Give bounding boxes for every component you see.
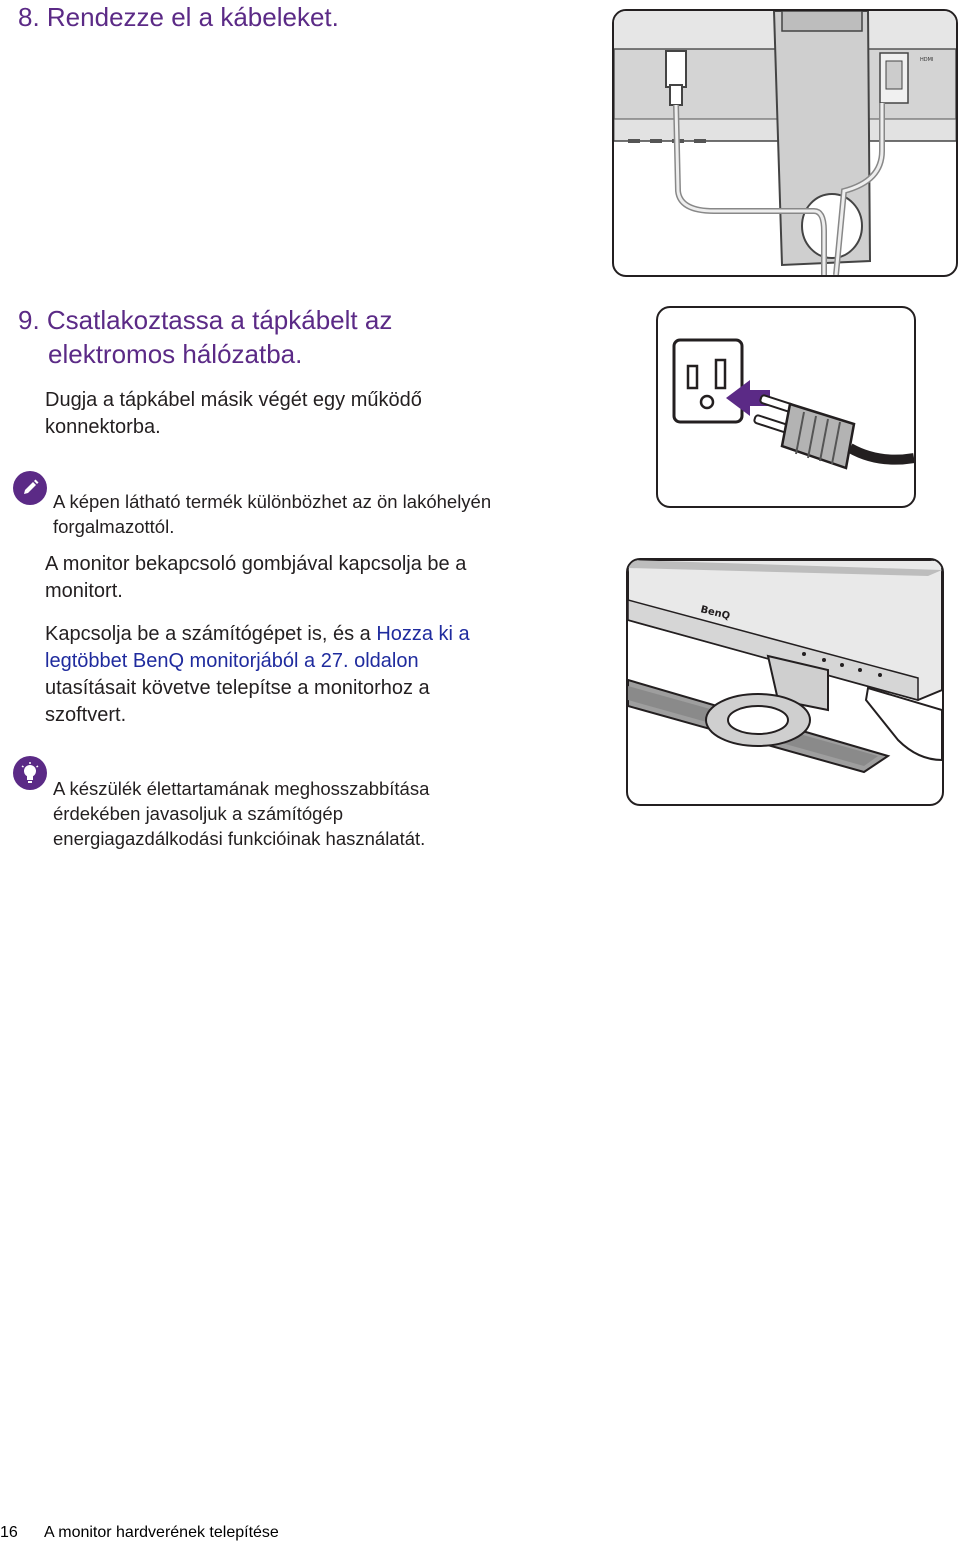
software-line-3: utasításait követve telepítse a monitorhoz a xyxy=(45,677,430,699)
footer-section-title: A monitor hardverének telepítése xyxy=(44,1524,279,1541)
note-text xyxy=(53,489,491,539)
software-line-4: szoftvert. xyxy=(45,704,127,726)
tip-line-3: energiagazdálkodási funkcióinak használatát. xyxy=(53,828,426,849)
pencil-icon xyxy=(20,478,40,498)
tip-line-2: érdekében javasoljuk a számítógép xyxy=(53,803,344,824)
cable-management-figure xyxy=(612,9,958,277)
step-9-heading-line-2: elektromos hálózatba. xyxy=(48,339,303,369)
software-line-1: Kapcsolja be a számítógépet is, és a xyxy=(45,623,377,645)
note-badge xyxy=(13,471,47,505)
power-outlet-figure xyxy=(656,306,916,508)
step-9-heading-line-1: 9. Csatlakoztassa a tápkábelt az xyxy=(18,305,393,335)
note-line-2: forgalmazottól. xyxy=(53,516,175,537)
tip-badge xyxy=(13,756,47,790)
note-line-1: A képen látható termék különbözhet az ön lakóhelyén xyxy=(53,491,492,512)
page-number: 16 xyxy=(0,1524,18,1541)
software-instructions xyxy=(45,621,470,729)
step-8-heading: 8. Rendezze el a kábeleket. xyxy=(18,2,339,32)
step-9-instructions xyxy=(45,387,422,441)
step-9-text-line-1: Dugja a tápkábel másik végét egy működő xyxy=(45,389,422,411)
monitor-power-illustration xyxy=(628,560,942,804)
power-on-line-1: A monitor bekapcsoló gombjával kapcsolja be a xyxy=(45,553,467,575)
step-9-heading xyxy=(18,303,392,371)
power-on-line-2: monitort. xyxy=(45,580,123,602)
software-link-part-1[interactable]: Hozza ki a xyxy=(376,623,470,645)
software-link-part-2[interactable]: legtöbbet BenQ monitorjából a 27. oldalon xyxy=(45,650,419,672)
svg-text:HDMI: HDMI xyxy=(920,57,934,63)
tip-line-1: A készülék élettartamának meghosszabbítása xyxy=(53,778,430,799)
step-9-text-line-2: konnektorba. xyxy=(45,416,161,438)
cable-management-illustration xyxy=(614,11,956,275)
lightbulb-icon xyxy=(20,762,40,784)
power-outlet-illustration xyxy=(658,308,914,506)
power-on-instructions xyxy=(45,551,466,605)
tip-text xyxy=(53,776,429,851)
monitor-brand-label: BenQ xyxy=(699,604,732,623)
monitor-power-figure xyxy=(626,558,944,806)
